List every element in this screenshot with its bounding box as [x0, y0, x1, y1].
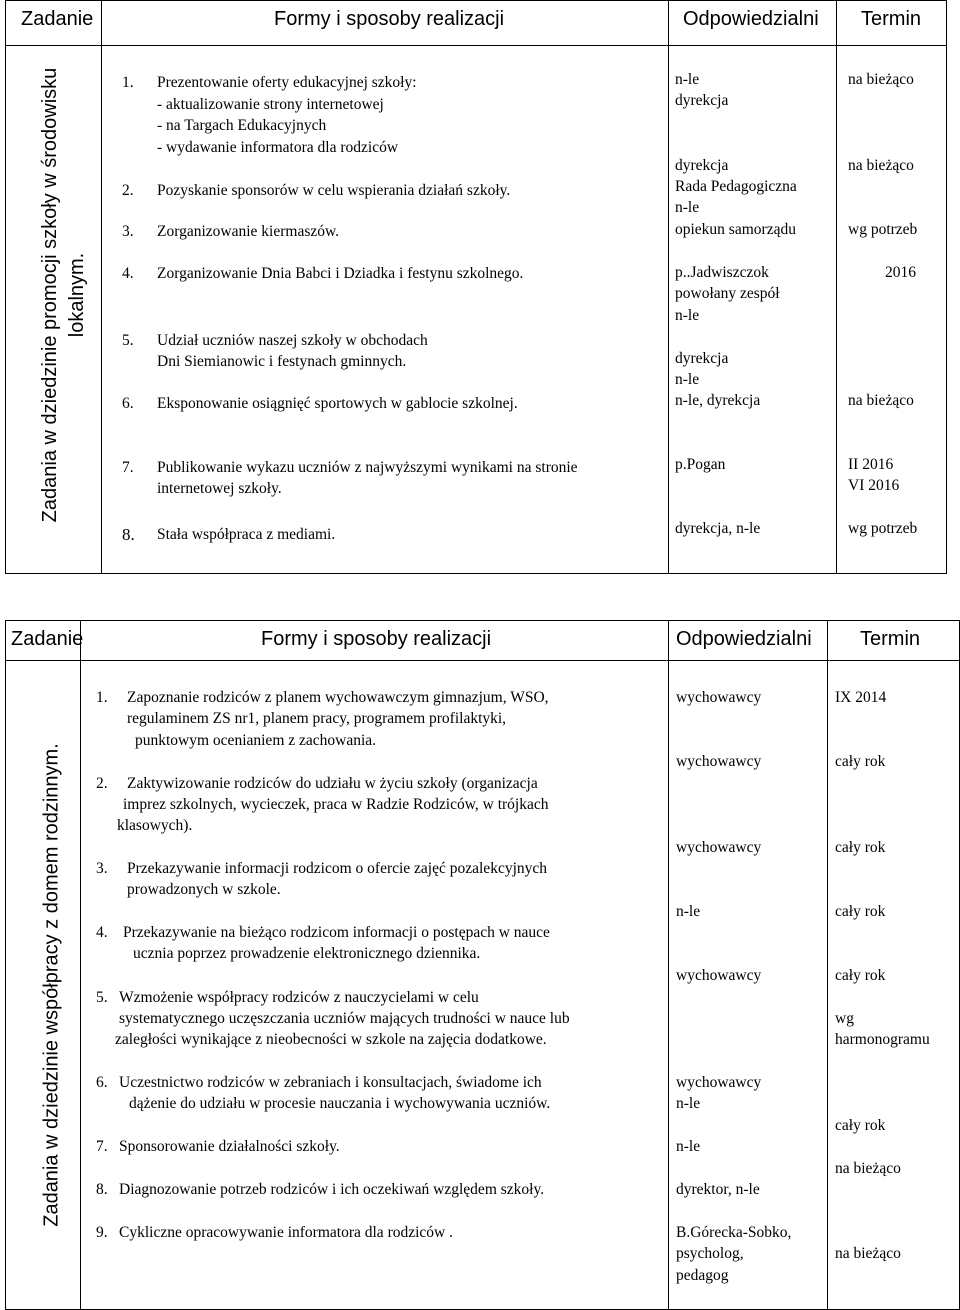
form-line: Sponsorowanie działalności szkoły.: [119, 1138, 340, 1155]
form-line: dążenie do udziału w procesie nauczania i wychowywania uczniów.: [129, 1095, 551, 1112]
term-value: VI 2016: [848, 477, 900, 494]
term-value: na bieżąco: [848, 71, 914, 88]
header-zadanie: Zadanie: [21, 8, 94, 30]
form-line: Cykliczne opracowywanie informatora dla rodziców .: [119, 1224, 453, 1241]
item-number: 3.: [122, 223, 134, 240]
term-value: wg potrzeb: [848, 520, 918, 537]
form-line: ucznia poprzez prowadzenie elektronicznego dziennika.: [133, 945, 481, 962]
item-number: 4.: [96, 924, 108, 941]
header-odpowiedzialni: Odpowiedzialni: [683, 8, 819, 30]
form-line: Dni Siemianowic i festynach gminnych.: [157, 353, 407, 370]
item-number: 2.: [96, 775, 108, 792]
term-value: cały rok: [835, 839, 886, 856]
item-number: 1.: [96, 689, 108, 706]
form-line: Pozyskanie sponsorów w celu wspierania działań szkoły.: [157, 182, 511, 199]
form-line: Zorganizowanie Dnia Babci i Dziadka i festynu szkolnego.: [157, 265, 524, 282]
term-value: wg: [835, 1010, 854, 1027]
responsible-line: Rada Pedagogiczna: [675, 178, 797, 195]
form-line: Publikowanie wykazu uczniów z najwyższymi wynikami na stronie: [157, 459, 578, 476]
responsible-line: powołany zespół: [675, 285, 780, 302]
item-number: 2.: [122, 182, 134, 199]
item-number: 8.: [122, 525, 135, 544]
responsible-line: p.Pogan: [675, 456, 726, 473]
form-line: - aktualizowanie strony internetowej: [157, 96, 384, 113]
responsible-line: dyrekcja: [675, 350, 729, 367]
responsible-line: n-le: [675, 71, 700, 88]
form-line: systematycznego uczęszczania uczniów mających trudności w nauce lub: [119, 1010, 570, 1027]
header-termin: Termin: [860, 628, 921, 650]
form-line: Przekazywanie na bieżąco rodzicom informacji o postępach w nauce: [123, 924, 550, 941]
responsible-line: n-le: [675, 371, 700, 388]
form-line: - wydawanie informatora dla rodziców: [157, 139, 399, 156]
form-line: Wzmożenie współpracy rodziców z nauczycielami w celu: [119, 989, 479, 1006]
form-line: prowadzonych w szkole.: [127, 881, 281, 898]
item-number: 6.: [96, 1074, 108, 1091]
task-line: Zadania w dziedzinie współpracy z domem rodzinnym.: [40, 743, 63, 1227]
form-line: Udział uczniów naszej szkoły w obchodach: [157, 332, 428, 349]
term-value: na bieżąco: [835, 1160, 901, 1177]
form-line: internetowej szkoły.: [157, 480, 282, 497]
form-line: Eksponowanie osiągnięć sportowych w gablocie szkolnej.: [157, 395, 518, 412]
term-value: IX 2014: [835, 689, 887, 706]
header-odpowiedzialni: Odpowiedzialni: [676, 628, 812, 650]
term-value: cały rok: [835, 903, 886, 920]
header-formy: Formy i sposoby realizacji: [274, 8, 505, 30]
responsible-line: dyrekcja: [675, 157, 729, 174]
task-label: [37, 68, 91, 523]
term-value: na bieżąco: [835, 1245, 901, 1262]
form-line: Uczestnictwo rodziców w zebraniach i konsultacjach, świadome ich: [119, 1074, 542, 1091]
responsible-line: psycholog,: [676, 1245, 744, 1262]
responsible-line: n-le: [676, 1095, 701, 1112]
responsible-line: opiekun samorządu: [675, 221, 796, 238]
form-line: Prezentowanie oferty edukacyjnej szkoły:: [157, 74, 417, 91]
item-number: 8.: [96, 1181, 108, 1198]
term-value: wg potrzeb: [848, 221, 918, 238]
form-line: - na Targach Edukacyjnych: [157, 117, 327, 134]
item-number: 5.: [96, 989, 108, 1006]
header-termin: Termin: [861, 8, 922, 30]
responsible-line: n-le, dyrekcja: [675, 392, 761, 409]
task-label: [39, 743, 66, 1227]
term-value: na bieżąco: [848, 157, 914, 174]
header-formy: Formy i sposoby realizacji: [261, 628, 492, 650]
form-line: Zorganizowanie kiermaszów.: [157, 223, 340, 240]
form-line: Przekazywanie informacji rodzicom o ofercie zajęć pozalekcyjnych: [127, 860, 548, 877]
term-value: cały rok: [835, 967, 886, 984]
term-value: na bieżąco: [848, 392, 914, 409]
item-number: 6.: [122, 395, 134, 412]
responsible-line: n-le: [676, 903, 701, 920]
form-line: Zapoznanie rodziców z planem wychowawczym gimnazjum, WSO,: [127, 689, 549, 706]
responsible-line: wychowawcy: [676, 689, 762, 706]
responsible-line: n-le: [676, 1138, 701, 1155]
responsible-line: dyrekcja, n-le: [675, 520, 761, 537]
term-value: harmonogramu: [835, 1031, 930, 1048]
task-line: lokalnym.: [66, 252, 88, 338]
item-number: 7.: [122, 459, 134, 476]
form-line: Zaktywizowanie rodziców do udziału w życiu szkoły (organizacja: [127, 775, 538, 792]
term-value: cały rok: [835, 753, 886, 770]
responsible-line: dyrektor, n-le: [676, 1181, 760, 1198]
item-number: 1.: [122, 74, 134, 91]
responsible-line: wychowawcy: [676, 1074, 762, 1091]
responsible-line: wychowawcy: [676, 839, 762, 856]
responsible-line: wychowawcy: [676, 753, 762, 770]
header-zadanie: Zadanie: [11, 628, 84, 650]
item-number: 3.: [96, 860, 108, 877]
form-line: Stała współpraca z mediami.: [157, 526, 336, 543]
item-number: 5.: [122, 332, 134, 349]
form-line: regulaminem ZS nr1, planem pracy, programem profilaktyki,: [127, 710, 507, 727]
form-line: imprez szkolnych, wycieczek, praca w Radzie Rodziców, w trójkach: [123, 796, 549, 813]
term-value: 2016: [885, 264, 916, 281]
responsible-line: wychowawcy: [676, 967, 762, 984]
term-value: II 2016: [848, 456, 894, 473]
responsible-line: p..Jadwiszczok: [675, 264, 769, 281]
item-number: 4.: [122, 265, 134, 282]
term-value: cały rok: [835, 1117, 886, 1134]
responsible-line: dyrekcja: [675, 92, 729, 109]
form-line: Diagnozowanie potrzeb rodziców i ich oczekiwań względem szkoły.: [119, 1181, 545, 1198]
responsible-line: n-le: [675, 199, 700, 216]
item-number: 9.: [96, 1224, 108, 1241]
responsible-line: B.Górecka-Sobko,: [676, 1224, 792, 1241]
form-line: punktowym ocenianiem z zachowania.: [135, 732, 377, 749]
item-number: 7.: [96, 1138, 108, 1155]
form-line: klasowych).: [117, 817, 193, 834]
task-line: Zadania w dziedzinie promocji szkoły w środowisku: [39, 67, 61, 523]
responsible-line: pedagog: [676, 1267, 729, 1284]
responsible-line: n-le: [675, 307, 700, 324]
form-line: zaległości wynikające z nieobecności w szkole na zajęcia dodatkowe.: [115, 1031, 547, 1048]
